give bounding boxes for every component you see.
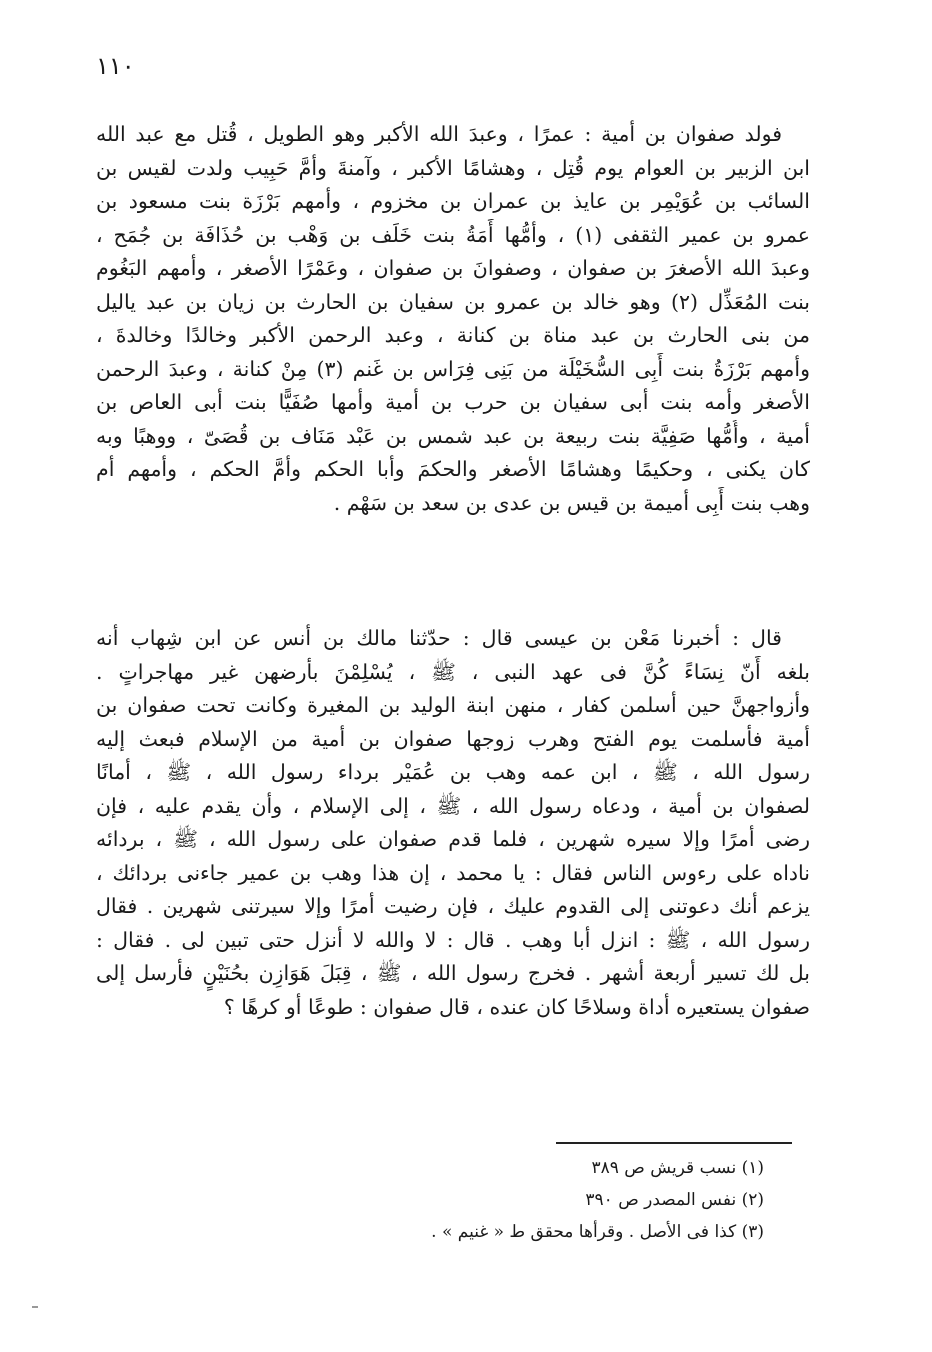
text-line: السائب بن عُوَيْمِر بن عايذ بن عمران بن مخزوم ، وأمهم بَرْزَة بنت مسعود بن — [96, 189, 810, 213]
footnote-1: (١) نسب قريش ص ٣٨٩ — [591, 1158, 764, 1178]
text-line: بنت المُعَذِّل (٢) وهو خالد بن عمرو بن سفيان بن الحارث بن زيان بن عبد ياليل — [96, 289, 810, 314]
margin-mark — [32, 1306, 38, 1308]
text-line: وأزواجهنَّ حين أسلمن كفار ، منهن ابنة الوليد بن المغيرة وكانت تحت صفوان بن — [96, 693, 810, 717]
text-line: الأصغر وأمه بنت أبى سفيان بن حرب بن أمية وأمها صُفَيًّا بنت أبى العاص بن — [96, 390, 810, 414]
paragraph-genealogy — [96, 118, 810, 520]
footnote-3: (٣) كذا فى الأصل . وقرأها محقق ط « غنيم » . — [431, 1222, 764, 1242]
paragraph-hadith — [96, 622, 810, 1024]
footnote-divider — [556, 1142, 792, 1144]
footnote-2: (٢) نفس المصدر ص ٣٩٠ — [585, 1190, 764, 1210]
text-line: صفوان يستعيره أداة وسلاحًا كان عنده ، قال صفوان : طوعًا أو كرهًا ؟ — [223, 994, 810, 1019]
text-line: بلغه أَنّ نِسَاءً كُنَّ فى عهد النبى ، ﷺ ، يُسْلِمْنَ بأرضهن غير مهاجراتٍ . — [96, 659, 810, 684]
text-line: رسول الله ، ﷺ : انزل أبا وهب . قال : لا والله لا أنزل حتى تبين لى . فقال : — [96, 927, 810, 952]
text-line: من بنى الحارث بن عبد مناة بن كنانة ، وعبد الرحمن الأكبر وخالدًا وخالدةَ ، — [96, 323, 810, 347]
text-line: فولد صفوان بن أمية : عمرًا ، وعبدَ الله الأكبر وهو الطويل ، قُتل مع عبد الله — [96, 122, 782, 146]
text-line: ناداه على رءوس الناس فقال : يا محمد ، إن هذا وهب بن عمير جاءنى بردائك ، — [96, 860, 810, 885]
text-line: أمية فأسلمت يوم الفتح وهرب زوجها صفوان بن أمية من الإسلام فبعث إليه — [96, 726, 810, 751]
text-line: وهب بنت أَبِى أميمة بن قيس بن عدى بن سعد بن سَهْم . — [333, 490, 810, 515]
footnotes — [300, 1152, 764, 1248]
text-line: كان يكنى ، وحكيمًا وهشامًا الأصغر والحكمَ وأبا الحكم وأمَّ الحكم ، وأمهم أم — [96, 457, 810, 481]
text-line: رسول الله ، ﷺ ، ابن عمه وهب بن عُمَيْر برداء رسول الله ، ﷺ ، أمانًا — [96, 760, 810, 784]
text-line: وأمهم بَرْزَةُ بنت أَبِى السُّخَيْلَة من بَنِى فِرَاس بن غَنم (٣) مِنْ كنانة ، وعبدَ الرحمن — [96, 356, 810, 381]
text-line: بل لك تسير أربعة أشهر . فخرج رسول الله ، ﷺ ، قِبَلَ هَوَازِن بحُنَيْنٍ فأرسل إلى — [96, 961, 810, 985]
text-line: لصفوان بن أمية ، ودعاه رسول الله ، ﷺ ، إلى الإسلام ، وأن يقدم عليه ، فإن — [96, 793, 810, 818]
text-line: ابن الزبير بن العوام يوم قُتِل ، وهشامًا الأكبر ، وآمنةَ وأمَّ حَبِيب ولدت لقيس بن — [96, 155, 810, 180]
text-line: رضى أمرًا وإلا سيره شهرين ، فلما قدم صفوان على رسول الله ، ﷺ ، بردائه — [96, 827, 810, 851]
text-line: يزعم أنك دعوتنى إلى القدوم عليك ، فإن رضيت أمرًا وإلا سيرتنى شهرين . فقال — [96, 894, 810, 918]
text-line: قال : أخبرنا مَعْن بن عيسى قال : حدّثنا مالك بن أنس عن ابن شِهاب أنه — [96, 626, 782, 650]
text-line: أمية ، وأُمُّها صَفِيَّة بنت ربيعة بن عبد شمس بن عَبْد مَنَاف بن قُصَىّ ، ووهبًا وبه — [96, 423, 810, 448]
text-line: وعبدَ الله الأصغرَ بن صفوان ، وصفوانَ بن صفوان ، وعَمْرًا الأصغر ، وأمهم البَغُوم — [96, 256, 810, 280]
text-line: عمرو بن عمير الثقفى (١) ، وأمُّها أَمَةُ بنت خَلَف بن وَهْب بن حُذَافَة بن جُمَح ، — [96, 222, 810, 247]
page-number: ١١٠ — [96, 52, 135, 80]
